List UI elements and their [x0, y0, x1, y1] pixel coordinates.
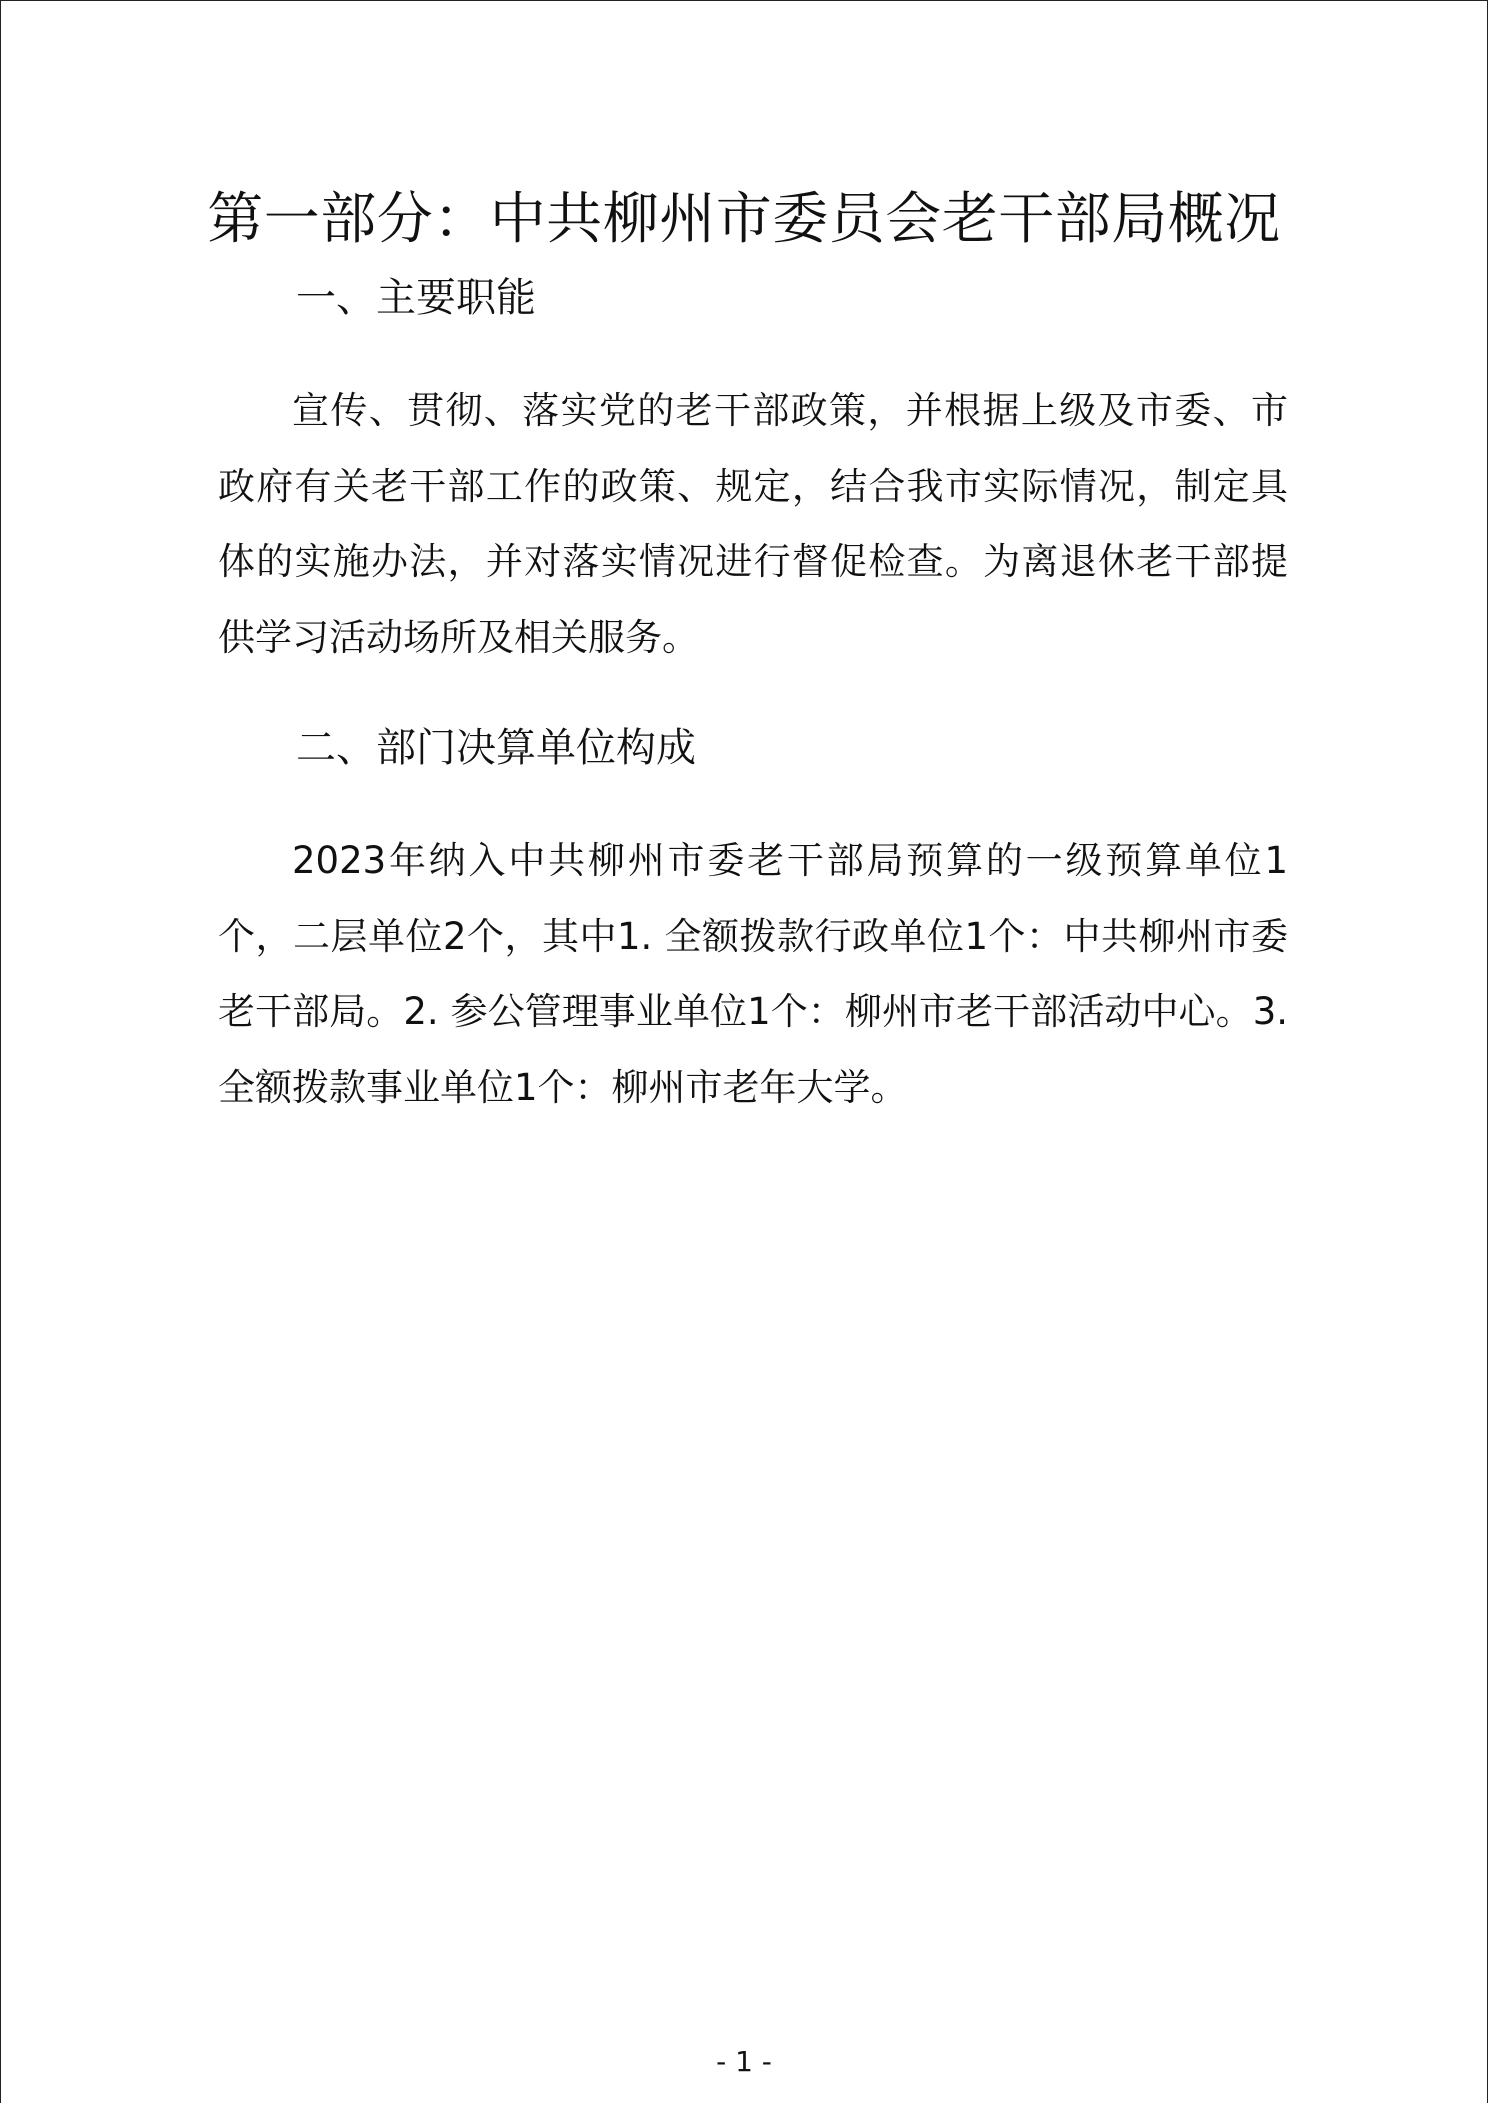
document-title: 第一部分：中共柳州市委员会老干部局概况: [207, 186, 1281, 252]
page-number: - 1 -: [716, 2045, 772, 2078]
section-paragraph-unit-composition: 2023年纳入中共柳州市委老干部局预算的一级预算单位1个，二层单位2个，其中1. 全额拨款行政单位1个：中共柳州市委老干部局。2. 参公管理事业单位1个：柳州市老干部活动中心。3. 全额拨款事业单位1个：柳州市老年大学。: [218, 839, 1288, 1109]
section-heading-main-functions: 一、主要职能: [296, 275, 536, 321]
section-paragraph-main-functions: 宣传、贯彻、落实党的老干部政策，并根据上级及市委、市政府有关老干部工作的政策、规定，结合我市实际情况，制定具体的实施办法，并对落实情况进行督促检查。为离退休老干部提供学习活动场所及相关服务。: [218, 389, 1288, 659]
section-heading-unit-composition: 二、部门决算单位构成: [296, 725, 696, 771]
